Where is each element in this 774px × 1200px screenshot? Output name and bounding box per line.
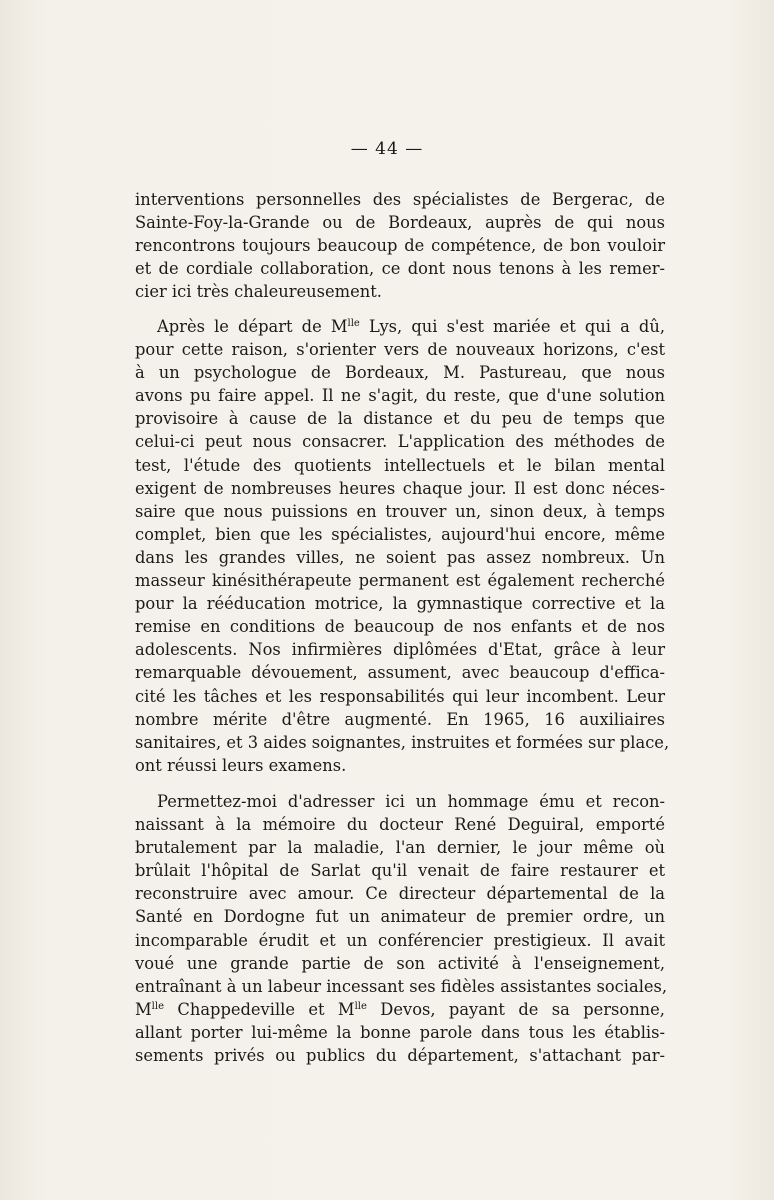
paragraph-3 — [135, 790, 668, 1067]
text-line: ont réussi leurs examens. — [135, 755, 347, 775]
text-fragment: M — [135, 999, 152, 1019]
text-fragment: Lys, qui s'est mariée et qui a dû, — [359, 317, 665, 336]
text-line: dans les grandes villes, ne soient pas assez nombreux. Un — [135, 547, 665, 567]
text-fragment: Devos, payant de sa personne, — [366, 999, 665, 1019]
text-line: test, l'étude des quotients intellectuels et le bilan mental — [135, 455, 665, 475]
text-line: nombre mérite d'être augmenté. En 1965, 16 auxiliaires — [135, 709, 665, 729]
title-abbreviation: lle — [347, 318, 360, 329]
text-line: naissant à la mémoire du docteur René Deguiral, emporté — [135, 815, 665, 835]
text-line: à un psychologue de Bordeaux, M. Pastureau, que nous — [135, 363, 665, 383]
text-line: avons pu faire appel. Il ne s'agit, du reste, que d'une solution — [135, 386, 665, 406]
text-line: masseur kinésithérapeute permanent est également recherché — [135, 571, 665, 591]
text-line: celui-ci peut nous consacrer. L'application des méthodes de — [135, 432, 665, 452]
paragraph-2 — [135, 315, 670, 777]
title-abbreviation: lle — [354, 1000, 367, 1012]
paragraph-1 — [135, 188, 665, 303]
text-line: brûlait l'hôpital de Sarlat qu'il venait de faire restaurer et — [135, 861, 665, 881]
text-line: sements privés ou publics du département, s'attachant par- — [135, 1046, 665, 1066]
text-line: Santé en Dordogne fut un animateur de premier ordre, un — [135, 907, 665, 927]
text-line: brutalement par la maladie, l'an dernier, le jour même où — [135, 838, 665, 858]
text-line: interventions personnelles des spécialistes de Bergerac, de — [135, 190, 665, 209]
text-line — [135, 998, 665, 1021]
text-line: Sainte-Foy-la-Grande ou de Bordeaux, auprès de qui nous — [135, 213, 665, 233]
title-abbreviation: lle — [151, 1000, 164, 1012]
text-line: sanitaires, et 3 aides soignantes, instruites et formées sur place, — [135, 732, 670, 752]
text-line — [135, 315, 665, 338]
text-line: remise en conditions de beaucoup de nos enfants et de nos — [135, 617, 665, 637]
text-line: saire que nous puissions en trouver un, sinon deux, à temps — [135, 501, 665, 521]
text-line: cité les tâches et les responsabilités qui leur incombent. Leur — [135, 686, 665, 706]
text-fragment: Après le départ de M — [157, 317, 348, 336]
text-line: exigent de nombreuses heures chaque jour. Il est donc néces- — [135, 478, 665, 498]
text-fragment: Chappedeville et M — [164, 999, 355, 1019]
text-line: entraînant à un labeur incessant ses fidèles assistantes sociales, — [135, 976, 668, 996]
text-line: adolescents. Nos infirmières diplômées d'Etat, grâce à leur — [135, 640, 665, 660]
text-line: incomparable érudit et un conférencier prestigieux. Il avait — [135, 930, 665, 950]
text-line: Permettez-moi d'adresser ici un hommage ému et recon- — [157, 792, 665, 811]
text-line: reconstruire avec amour. Ce directeur départemental de la — [135, 884, 665, 904]
text-line: et de cordiale collaboration, ce dont nous tenons à les remer- — [135, 259, 665, 279]
text-line: rencontrons toujours beaucoup de compétence, de bon vouloir — [135, 236, 665, 256]
text-line: complet, bien que les spécialistes, aujourd'hui encore, même — [135, 524, 665, 544]
text-line: voué une grande partie de son activité à l'enseignement, — [135, 953, 665, 973]
page-number: — 44 — — [350, 139, 424, 159]
text-line: pour la rééducation motrice, la gymnastique corrective et la — [135, 594, 665, 614]
text-line: provisoire à cause de la distance et du peu de temps que — [135, 409, 665, 429]
text-line: allant porter lui-même la bonne parole dans tous les établis- — [135, 1022, 665, 1042]
text-line: pour cette raison, s'orienter vers de nouveaux horizons, c'est — [135, 340, 665, 360]
text-line: cier ici très chaleureusement. — [135, 282, 382, 302]
text-line: remarquable dévouement, assument, avec beaucoup d'effica- — [135, 663, 665, 683]
